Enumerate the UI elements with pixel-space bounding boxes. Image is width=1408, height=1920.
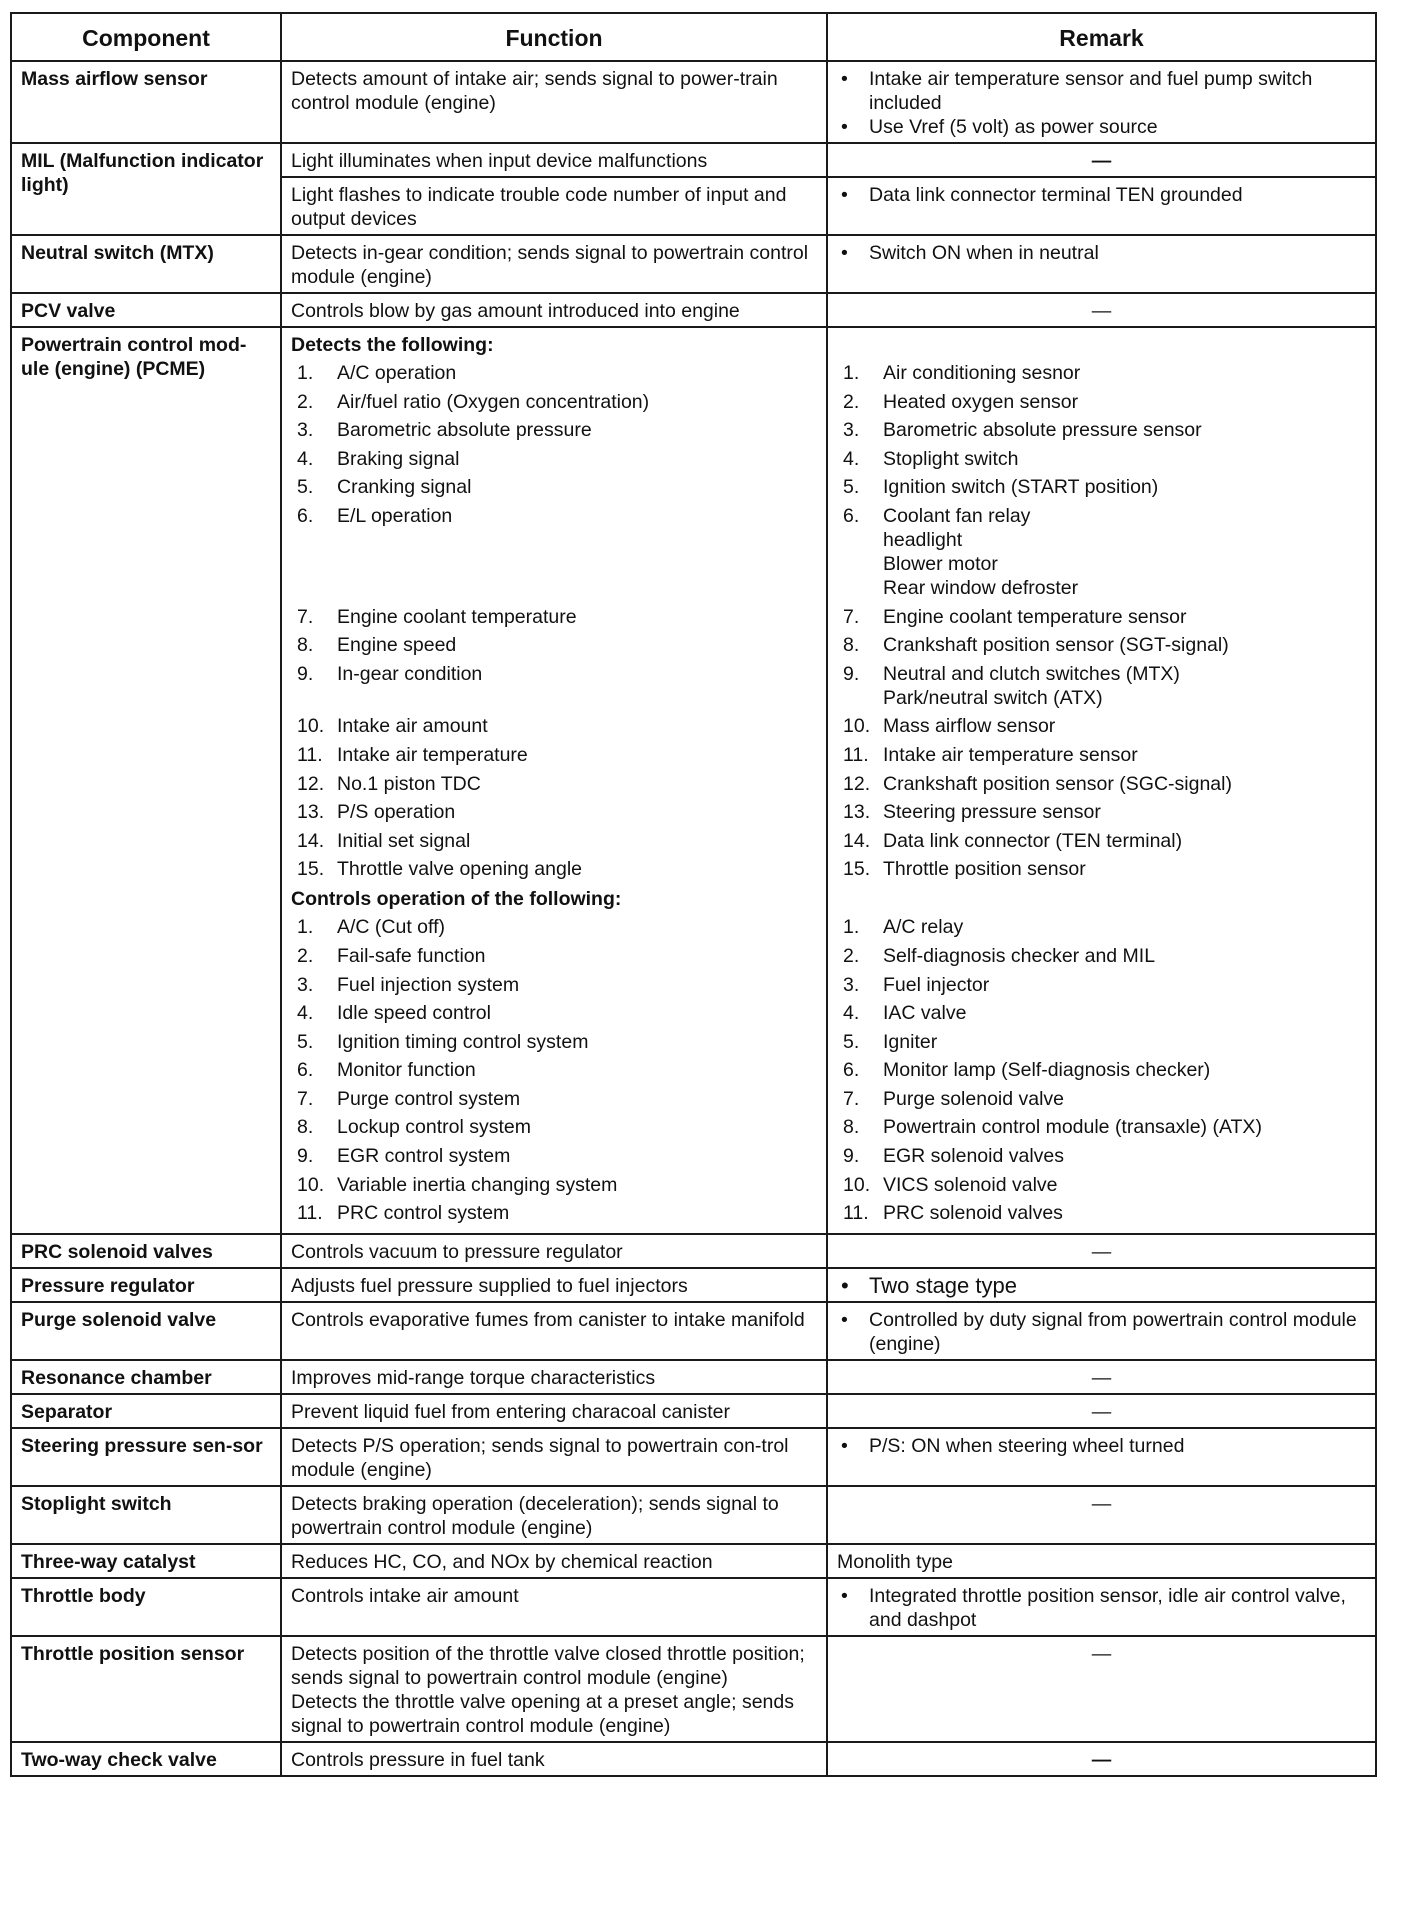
item-number: 1. [297,362,314,384]
column-header-remark: Remark [827,13,1376,61]
item-number: 4. [297,1002,314,1025]
function-cell: Reduces HC, CO, and NOx by chemical reaction [281,1544,827,1578]
item-number: 3. [843,973,860,996]
list-item [837,915,1366,939]
item-number: 2. [297,390,314,413]
remark-bullet: • Data link connector terminal TEN grounded [837,183,1366,207]
detects-remark-list [837,361,1366,881]
list-item [291,1001,817,1025]
list-item [291,1201,817,1225]
table-row [11,1486,1376,1544]
list-item [837,1201,1366,1225]
item-text: Engine speed [337,634,457,657]
remark-bullet: • Two stage type [837,1274,1366,1298]
item-text: Coolant fan relay headlight Blower motor Rear window defroster [883,504,1079,599]
list-item [837,633,1366,657]
list-item [837,772,1366,796]
list-item [837,1030,1366,1054]
item-text: Intake air temperature [337,743,528,766]
table-row [11,293,1376,327]
table-row [11,1234,1376,1268]
remark-cell [827,1578,1376,1636]
empty-remark-dash: — [1091,1400,1112,1423]
table-row [11,235,1376,293]
remark-cell [827,61,1376,143]
item-number: 15. [297,858,325,881]
item-text: Initial set signal [337,829,471,852]
table-row [11,1268,1376,1302]
item-text: Neutral and clutch switches (MTX) Park/neutral switch (ATX) [883,662,1180,709]
component-cell: MIL (Malfunction indicator light) [11,143,281,235]
list-item [837,714,1366,738]
item-number: 11. [843,743,869,766]
function-cell: Controls pressure in fuel tank [281,1742,827,1776]
item-number: 2. [843,390,860,413]
item-text: Self-diagnosis checker and MIL [883,944,1156,967]
list-item [291,475,817,499]
item-text: Steering pressure sensor [883,801,1101,824]
list-item [837,800,1366,824]
table-row [11,1360,1376,1394]
item-number: 5. [297,476,314,499]
component-cell: Three-way catalyst [11,1544,281,1578]
item-number: 8. [297,634,314,657]
item-text: Barometric absolute pressure sensor [883,419,1202,442]
remark-cell [827,177,1376,235]
item-text: Ignition timing control system [337,1030,589,1053]
list-item [291,418,817,442]
table-row [11,143,1376,177]
list-item [837,829,1366,853]
list-item [837,1001,1366,1025]
detects-function-list [291,361,817,881]
list-item [291,1030,817,1054]
list-item [291,743,817,767]
item-number: 8. [843,1116,860,1139]
table-header-row [11,13,1376,61]
function-cell [281,327,827,1234]
item-number: 13. [843,801,871,824]
item-number: 11. [297,743,323,766]
item-number: 5. [297,1030,314,1053]
component-table [10,12,1377,1777]
function-cell: Detects amount of intake air; sends signal to power-train control module (engine) [281,61,827,143]
item-text: Fuel injector [883,973,990,996]
table-row-pcme [11,327,1376,1234]
list-item [837,1087,1366,1111]
remark-cell [827,1428,1376,1486]
list-item [291,1173,817,1197]
function-cell: Detects position of the throttle valve closed throttle position; sends signal to powertrain control module (engine) Detects the throttle valve opening at a preset angle; sends signal to powertrain control module (engine) [281,1636,827,1742]
list-item [291,504,817,600]
controls-remark-list [837,915,1366,1225]
item-text: No.1 piston TDC [337,772,481,795]
item-text: Engine coolant temperature [337,605,577,628]
item-number: 6. [843,1059,860,1082]
list-item [837,447,1366,471]
remark-cell [827,1742,1376,1776]
item-text: Cranking signal [337,476,472,499]
item-number: 10. [843,1173,871,1196]
remark-bullet: • Intake air temperature sensor and fuel pump switch included [837,67,1366,115]
item-number: 13. [297,801,325,824]
item-number: 11. [297,1202,323,1225]
item-number: 9. [297,662,314,685]
table-row [11,1428,1376,1486]
item-text: Stoplight switch [883,447,1019,470]
table-row [11,1742,1376,1776]
item-text: Purge solenoid valve [883,1087,1065,1110]
list-item [837,390,1366,414]
item-number: 14. [843,829,871,852]
item-text: Ignition switch (START position) [883,476,1159,499]
list-item [291,915,817,939]
function-cell: Improves mid-range torque characteristics [281,1360,827,1394]
component-cell: Stoplight switch [11,1486,281,1544]
list-item [837,1115,1366,1139]
function-cell: Controls blow by gas amount introduced into engine [281,293,827,327]
item-text: Throttle position sensor [883,858,1086,881]
component-cell: Two-way check valve [11,1742,281,1776]
item-text: Fuel injection system [337,973,520,996]
item-text: Idle speed control [337,1002,491,1025]
item-text: Mass airflow sensor [883,715,1056,738]
remark-cell [827,1394,1376,1428]
function-cell: Detects P/S operation; sends signal to powertrain con-trol module (engine) [281,1428,827,1486]
remark-cell: Monolith type [827,1544,1376,1578]
function-cell: Detects in-gear condition; sends signal to powertrain control module (engine) [281,235,827,293]
list-item [291,361,817,385]
list-item [837,605,1366,629]
empty-remark-dash: — [1091,1492,1112,1515]
item-text: Lockup control system [337,1116,532,1139]
item-text: Purge control system [337,1087,521,1110]
item-number: 10. [843,715,871,738]
list-item [837,973,1366,997]
item-text: Air/fuel ratio (Oxygen concentration) [337,390,650,413]
item-text: EGR control system [337,1145,511,1168]
list-item [291,1144,817,1168]
detects-heading: Detects the following: [291,334,494,356]
component-cell: PCV valve [11,293,281,327]
remark-bullet: • P/S: ON when steering wheel turned [837,1434,1366,1458]
function-cell: Controls vacuum to pressure regulator [281,1234,827,1268]
list-item [837,361,1366,385]
item-text: Heated oxygen sensor [883,390,1079,413]
list-item [837,418,1366,442]
remark-cell [827,235,1376,293]
item-text: Barometric absolute pressure [337,419,592,442]
item-text: In-gear condition [337,662,483,685]
empty-remark-dash: — [1091,150,1112,172]
remark-cell [827,293,1376,327]
item-number: 3. [297,973,314,996]
list-item [291,605,817,629]
list-item [291,1115,817,1139]
item-text: PRC control system [337,1202,510,1225]
item-number: 1. [843,362,860,384]
item-number: 8. [843,634,860,657]
list-item [837,475,1366,499]
list-item [291,1058,817,1082]
component-cell: Purge solenoid valve [11,1302,281,1360]
list-item [291,973,817,997]
remark-bullet: • Switch ON when in neutral [837,241,1366,265]
list-item [291,1087,817,1111]
item-text: Monitor lamp (Self-diagnosis checker) [883,1059,1211,1082]
item-number: 14. [297,829,325,852]
item-number: 4. [297,447,314,470]
component-cell: Steering pressure sen-sor [11,1428,281,1486]
item-text: IAC valve [883,1002,967,1025]
column-header-component: Component [11,13,281,61]
item-number: 1. [843,916,860,939]
empty-remark-dash: — [1091,1240,1112,1263]
list-item [291,772,817,796]
remark-cell [827,1636,1376,1742]
item-number: 1. [297,916,314,939]
item-number: 15. [843,858,871,881]
item-text: A/C relay [883,916,964,939]
list-item [837,1173,1366,1197]
list-item [291,662,817,710]
item-number: 7. [297,1087,314,1110]
item-number: 2. [297,944,314,967]
remark-bullet: • Use Vref (5 volt) as power source [837,115,1366,139]
item-text: Intake air amount [337,715,488,738]
item-text: Throttle valve opening angle [337,858,582,881]
remark-cell [827,1234,1376,1268]
function-cell: Light flashes to indicate trouble code number of input and output devices [281,177,827,235]
list-item [291,829,817,853]
function-cell: Prevent liquid fuel from entering characoal canister [281,1394,827,1428]
list-item [291,390,817,414]
list-item [291,633,817,657]
list-item [837,857,1366,881]
item-text: Intake air temperature sensor [883,743,1138,766]
remark-cell [827,1302,1376,1360]
item-number: 2. [843,944,860,967]
list-item [837,504,1366,600]
item-text: Data link connector (TEN terminal) [883,829,1183,852]
table-row [11,1394,1376,1428]
component-cell: Pressure regulator [11,1268,281,1302]
function-cell: Adjusts fuel pressure supplied to fuel injectors [281,1268,827,1302]
item-text: Engine coolant temperature sensor [883,605,1187,628]
function-cell: Controls intake air amount [281,1578,827,1636]
item-number: 6. [297,504,314,527]
empty-remark-dash: — [1091,1642,1112,1665]
item-number: 6. [297,1059,314,1082]
item-number: 3. [297,419,314,442]
item-text: A/C (Cut off) [337,916,446,939]
remark-cell [827,327,1376,1234]
empty-remark-dash: — [1091,1748,1112,1771]
item-number: 10. [297,715,325,738]
controls-function-list [291,915,817,1225]
item-number: 6. [843,504,860,527]
component-cell: Neutral switch (MTX) [11,235,281,293]
component-cell: Separator [11,1394,281,1428]
list-item [837,662,1366,710]
item-text: Crankshaft position sensor (SGC-signal) [883,772,1232,795]
item-text: Crankshaft position sensor (SGT-signal) [883,634,1229,657]
empty-remark-dash: — [1091,300,1112,322]
table-row [11,1544,1376,1578]
table-row [11,61,1376,143]
component-cell: Mass airflow sensor [11,61,281,143]
table-row [11,1302,1376,1360]
controls-heading: Controls operation of the following: [291,888,622,911]
list-item [291,800,817,824]
table-row [11,1578,1376,1636]
item-number: 9. [843,662,860,685]
item-text: EGR solenoid valves [883,1145,1065,1168]
item-number: 5. [843,476,860,499]
item-number: 4. [843,447,860,470]
item-text: Variable inertia changing system [337,1173,618,1196]
list-item [837,1058,1366,1082]
item-number: 10. [297,1173,325,1196]
remark-cell [827,1486,1376,1544]
item-text: Monitor function [337,1059,476,1082]
item-text: Igniter [883,1030,938,1053]
item-number: 9. [843,1145,860,1168]
column-header-function: Function [281,13,827,61]
list-item [291,447,817,471]
item-number: 7. [843,605,860,628]
function-cell: Controls evaporative fumes from canister to intake manifold [281,1302,827,1360]
item-number: 7. [297,605,314,628]
item-text: Fail-safe function [337,944,486,967]
item-number: 11. [843,1202,869,1225]
spec-document [10,12,1375,1777]
item-number: 3. [843,419,860,442]
item-number: 4. [843,1002,860,1025]
item-text: PRC solenoid valves [883,1202,1063,1225]
list-item [291,857,817,881]
item-text: A/C operation [337,362,457,384]
item-text: Air conditioning sesnor [883,362,1081,384]
component-cell: Resonance chamber [11,1360,281,1394]
list-item [837,1144,1366,1168]
list-item [837,743,1366,767]
item-text: Braking signal [337,447,460,470]
remark-cell [827,1268,1376,1302]
list-item [291,944,817,968]
item-number: 12. [297,772,325,795]
item-text: E/L operation [337,504,453,527]
item-number: 8. [297,1116,314,1139]
component-cell: Throttle body [11,1578,281,1636]
item-text: P/S operation [337,801,456,824]
list-item [291,714,817,738]
function-cell: Detects braking operation (deceleration); sends signal to powertrain control module (engine) [281,1486,827,1544]
item-number: 12. [843,772,871,795]
remark-cell [827,1360,1376,1394]
remark-bullet: • Integrated throttle position sensor, idle air control valve, and dashpot [837,1584,1366,1632]
list-item [837,944,1366,968]
item-number: 7. [843,1087,860,1110]
component-cell: Throttle position sensor [11,1636,281,1742]
empty-remark-dash: — [1091,1366,1112,1389]
component-cell: PRC solenoid valves [11,1234,281,1268]
item-text: Powertrain control module (transaxle) (ATX) [883,1116,1262,1139]
remark-cell [827,143,1376,177]
function-cell: Light illuminates when input device malfunctions [281,143,827,177]
item-number: 9. [297,1145,314,1168]
component-cell: Powertrain control mod-ule (engine) (PCME) [11,327,281,1234]
remark-bullet: • Controlled by duty signal from powertrain control module (engine) [837,1308,1366,1356]
table-row [11,1636,1376,1742]
item-text: VICS solenoid valve [883,1173,1058,1196]
item-number: 5. [843,1030,860,1053]
